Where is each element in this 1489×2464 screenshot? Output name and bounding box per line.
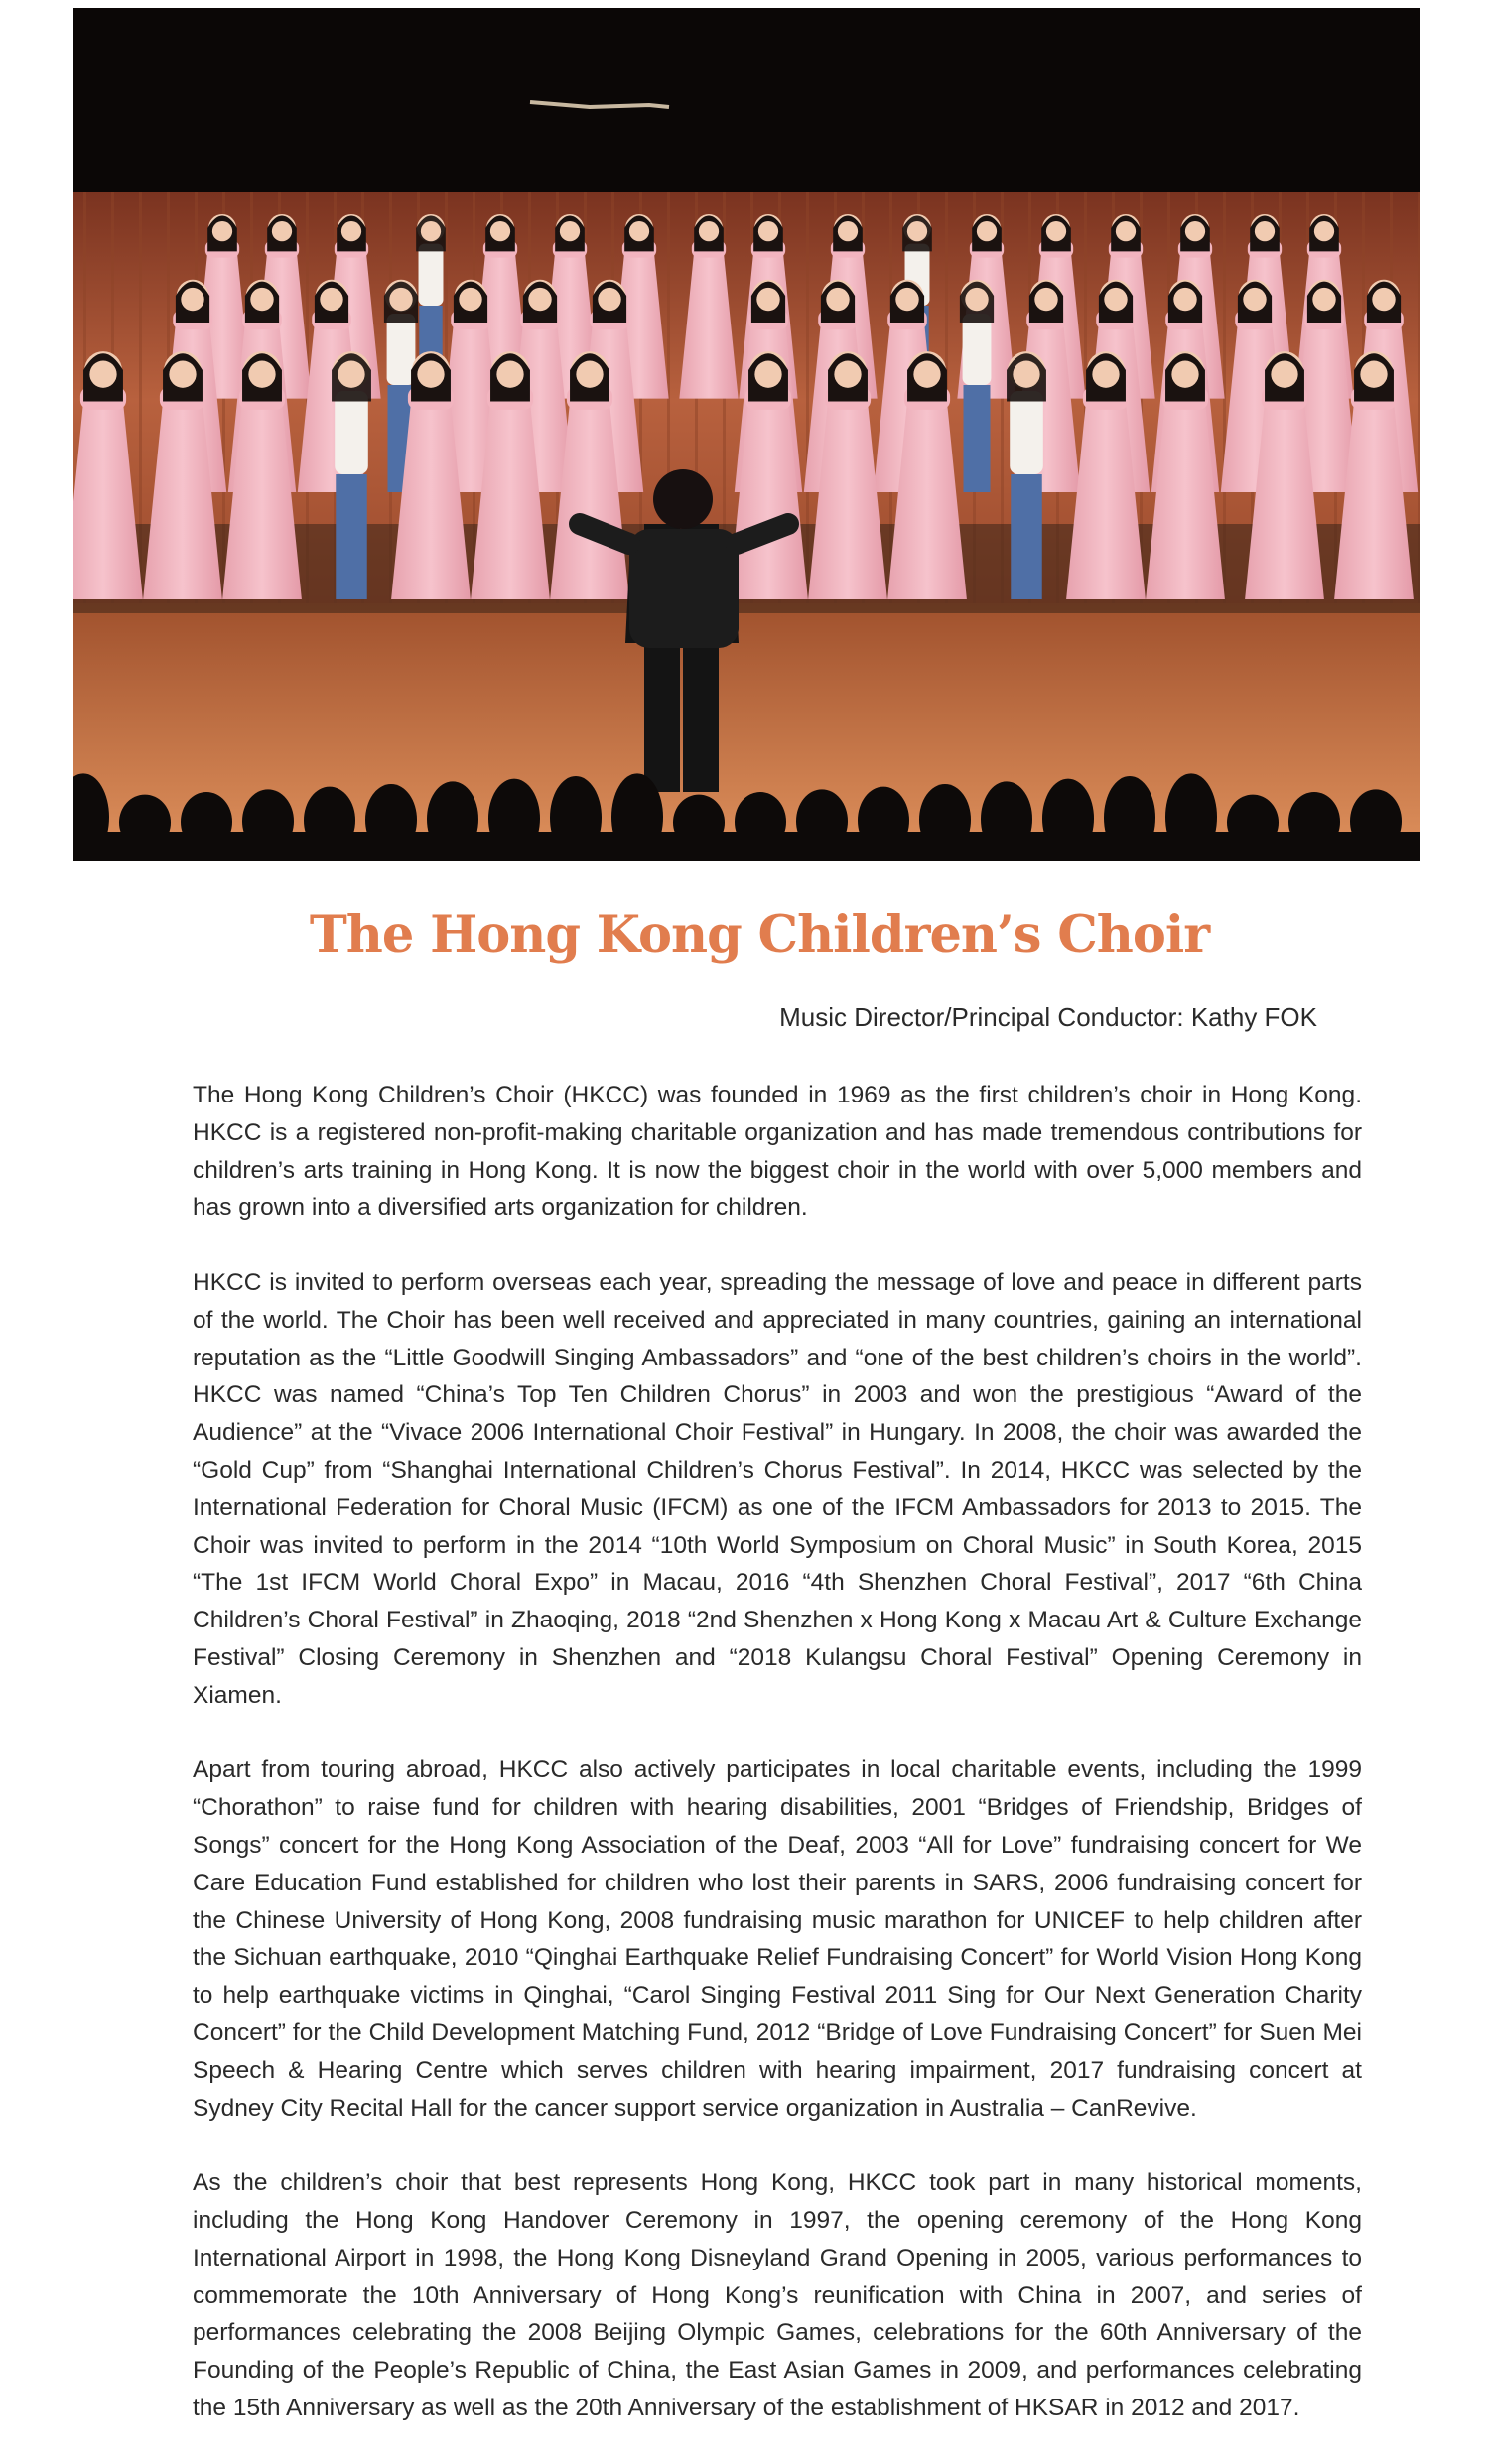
singer: [1007, 351, 1046, 599]
page-title: The Hong Kong Children’s Choir: [309, 905, 1210, 965]
choir-photo: [73, 8, 1420, 861]
choir-photo-illustration: [73, 8, 1420, 861]
singer: [332, 351, 371, 599]
paragraph-charity: Apart from touring abroad, HKCC also actively participates in local charitable events, including the 1999 “Chorathon” to raise fund for children with hearing disabilities, 2001 “Bridges of Friendship, Bridges of Songs” concert for the Hong Kong Association of the Deaf, 2003 “All for Love” fundraising concert for We Care Education Fund established for children who lost their parents in SARS, 2006 fundraising concert for the Chinese University of Hong Kong, 2008 fundraising music marathon for UNICEF to help children after the Sichuan earthquake, 2010 “Qinghai Earthquake Relief Fundraising Concert” for World Vision Hong Kong to help earthquake victims in Qinghai, “Carol Singing Festival 2011 Sing for Our Next Generation Charity Concert” for the Child Development Matching Fund, 2012 “Bridge of Love Fundraising Concert” for Suen Mei Speech & Hearing Centre which serves children with hearing impairment, 2017 fundraising concert at Sydney City Recital Hall for the cancer support service organization in Australia – CanRevive.: [193, 1756, 1362, 2122]
paragraph-overseas: HKCC is invited to perform overseas each year, spreading the message of love and peace in different parts of the world. The Choir has been well received and appreciated in many countries, gaining an international reputation as the “Little Goodwill Singing Ambassadors” and “one of the best children’s choirs in the world”. HKCC was named “China’s Top Ten Children Chorus” in 2003 and won the prestigious “Award of the Audience” at the “Vivace 2006 International Choir Festival” in Hungary. In 2008, the choir was awarded the “Gold Cup” from “Shanghai International Children’s Chorus Festival”. In 2014, HKCC was selected by the International Federation for Choral Music (IFCM) as one of the IFCM Ambassadors for 2013 to 2015. The Choir was invited to perform in the 2014 “10th World Symposium on Choral Music” in South Korea, 2015 “The 1st IFCM World Choral Expo” in Macau, 2016 “4th Shenzhen Choral Festival”, 2017 “6th China Children’s Choral Festival” in Zhaoqing, 2018 “2nd Shenzhen x Hong Kong x Macau Art & Culture Exchange Festival” Closing Ceremony in Shenzhen and “2018 Kulangsu Choral Festival” Opening Ceremony in Xiamen.: [193, 1268, 1362, 1709]
article-body: [193, 1077, 1362, 2464]
paragraph-founding: The Hong Kong Children’s Choir (HKCC) was founded in 1969 as the first children’s choir in Hong Kong. HKCC is a registered non-profit-making charitable organization and has made tremendous contributions for children’s arts training in Hong Kong. It is now the biggest choir in the world with over 5,000 members and has grown into a diversified arts organization for children.: [193, 1082, 1362, 1222]
paragraph-history: As the children’s choir that best represents Hong Kong, HKCC took part in many historical moments, including the Hong Kong Handover Ceremony in 1997, the opening ceremony of the Hong Kong International Airport in 1998, the Hong Kong Disneyland Grand Opening in 2005, various performances to commemorate the 10th Anniversary of Hong Kong’s reunification with China in 2007, and series of performances celebrating the 2008 Beijing Olympic Games, celebrations for the 60th Anniversary of the Founding of the People’s Republic of China, the East Asian Games in 2009, and performances celebrating the 15th Anniversary as well as the 20th Anniversary of the establishment of HKSAR in 2012 and 2017.: [193, 2169, 1362, 2421]
singer: [960, 280, 994, 492]
conductor-credit: Music Director/Principal Conductor: Kathy FOK: [779, 1002, 1317, 1032]
audience-front: [73, 832, 1420, 861]
